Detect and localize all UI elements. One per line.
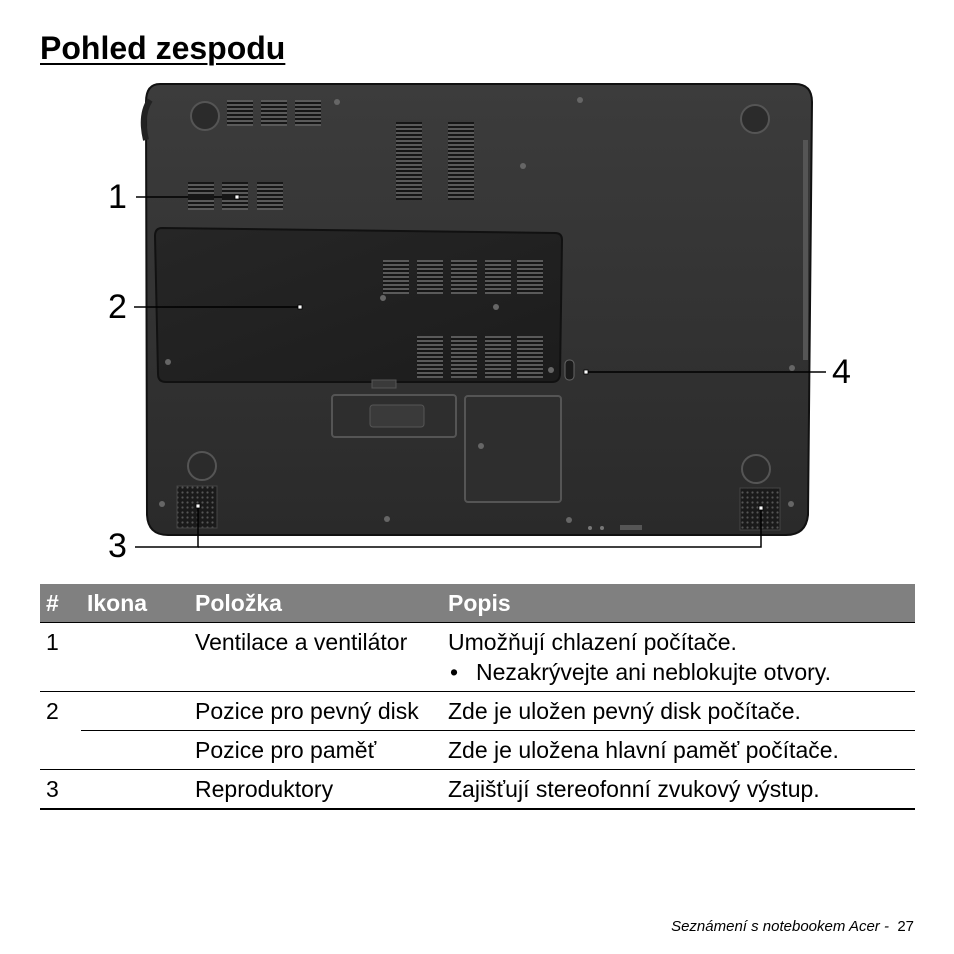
page-number: 27 <box>897 918 914 935</box>
header-num: # <box>40 584 81 623</box>
row-icon <box>81 623 189 692</box>
row-icon <box>81 692 189 731</box>
row-item: Reproduktory <box>189 770 442 810</box>
page-title: Pohled zespodu <box>40 30 286 66</box>
components-table <box>40 584 915 810</box>
callout-4: 4 <box>832 353 851 391</box>
table-row <box>40 770 915 810</box>
footer-text: Seznámení s notebookem Acer - <box>671 918 889 935</box>
row-description: Zajišťují stereofonní zvukový výstup. <box>442 770 915 810</box>
description-text: Umožňují chlazení počítače. <box>448 629 737 655</box>
table-row <box>40 731 915 770</box>
battery-reset-pinhole <box>565 360 574 380</box>
table-row <box>40 692 915 731</box>
optical-drive-edge <box>803 140 808 360</box>
table-header-row <box>40 584 915 623</box>
row-item: Ventilace a ventilátor <box>195 629 408 655</box>
header-item: Položka <box>189 584 442 623</box>
rubber-foot <box>191 102 219 130</box>
row-description <box>442 623 915 692</box>
row-num: 3 <box>40 770 81 810</box>
row-icon <box>81 731 189 770</box>
table-row <box>40 623 915 692</box>
row-description: Zde je uložena hlavní paměť počítače. <box>442 731 915 770</box>
row-num: 2 <box>40 692 81 770</box>
description-bullet: • Nezakrývejte ani neblokujte otvory. <box>448 657 909 687</box>
page-footer <box>671 918 914 935</box>
callout-2: 2 <box>108 288 127 326</box>
memory-compartment <box>465 396 561 502</box>
row-item: Pozice pro paměť <box>189 731 442 770</box>
header-description: Popis <box>442 584 915 623</box>
row-description: Zde je uložen pevný disk počítače. <box>442 692 915 731</box>
row-num: 1 <box>46 629 59 655</box>
header-icon: Ikona <box>81 584 189 623</box>
callout-3: 3 <box>108 527 127 565</box>
rubber-foot <box>741 105 769 133</box>
row-item: Pozice pro pevný disk <box>189 692 442 731</box>
callout-1: 1 <box>108 178 127 216</box>
rubber-foot <box>742 455 770 483</box>
row-icon <box>81 770 189 810</box>
rubber-foot <box>188 452 216 480</box>
